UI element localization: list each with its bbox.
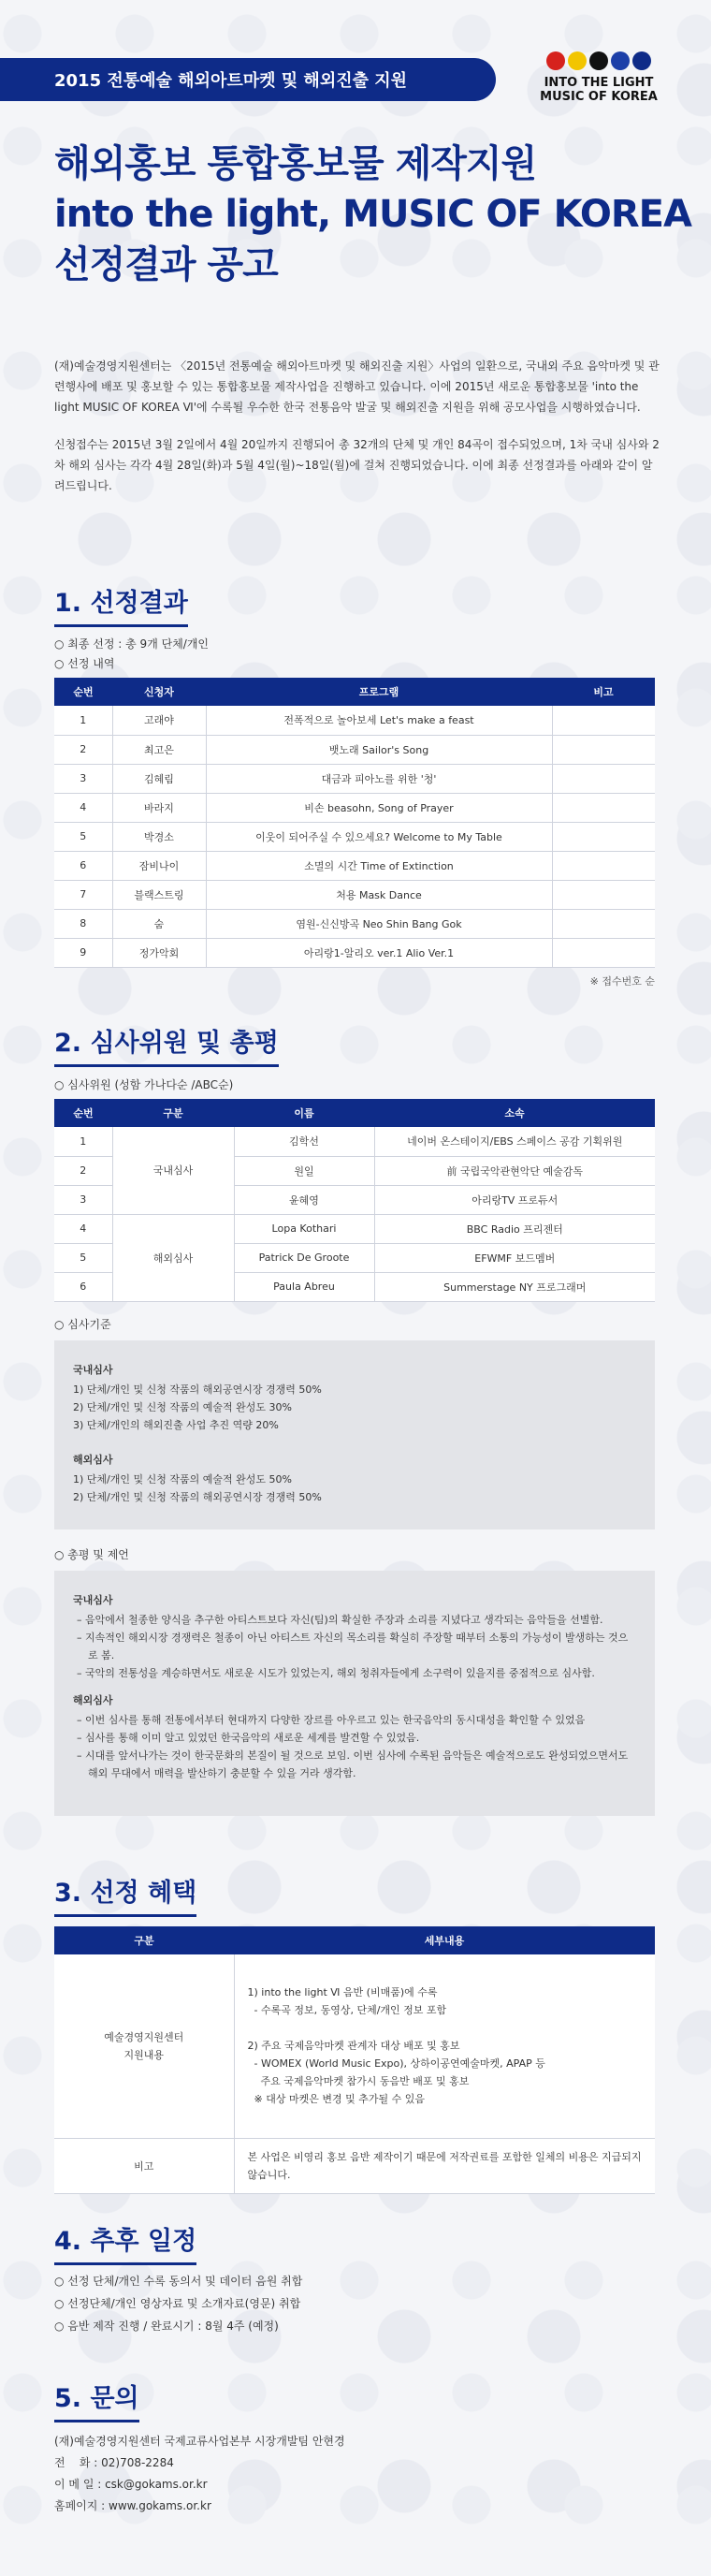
benefit-line: 주요 국제음악마켓 참가시 동음반 배포 및 홍보 — [247, 2075, 470, 2088]
contact-info — [54, 2431, 345, 2517]
cell: Lopa Kothari — [234, 1214, 374, 1243]
cell: BBC Radio 프리젠터 — [374, 1214, 655, 1243]
cell: 아리랑TV 프로듀서 — [374, 1185, 655, 1214]
table-header-row — [54, 1926, 655, 1954]
cell: Summerstage NY 프로그래머 — [374, 1272, 655, 1301]
contact-homepage[interactable]: 홈페이지 : www.gokams.or.kr — [54, 2499, 211, 2512]
schedule-item: ○ 음반 제작 진행 / 완료시기 : 8월 4주 (예정) — [54, 2318, 279, 2334]
cell — [552, 880, 655, 909]
table-row — [54, 851, 655, 880]
cell: 아리랑1-알리오 ver.1 Alio Ver.1 — [206, 938, 552, 967]
cell: 윤혜영 — [234, 1185, 374, 1214]
benefit-label-line-1: 예술경영지원센터 — [104, 2030, 184, 2043]
cell: 염원-신신방곡 Neo Shin Bang Gok — [206, 909, 552, 938]
section-1-bullet-1: ○ 최종 선정 : 총 9개 단체/개인 — [54, 636, 209, 651]
remark-text: 본 사업은 비영리 홍보 음반 제작이기 때문에 저작권료를 포함한 일체의 비용은 지급되지 않습니다. — [234, 2138, 655, 2193]
cell — [552, 909, 655, 938]
benefit-line: 1) into the light Ⅵ 음반 (비매품)에 수록 — [247, 1986, 438, 1999]
cell — [552, 938, 655, 967]
cell — [552, 764, 655, 793]
cell: 4 — [54, 1214, 112, 1243]
cell: 블랙스트링 — [112, 880, 206, 909]
cell: 잠비나이 — [112, 851, 206, 880]
benefit-line: 2) 주요 국제음악마켓 관계자 대상 배포 및 홍보 — [247, 2040, 460, 2053]
cell: 박경소 — [112, 822, 206, 851]
criteria-line: 3) 단체/개인의 해외진출 사업 추진 역량 20% — [73, 1419, 279, 1431]
logo-text-2: MUSIC OF KOREA — [540, 90, 658, 104]
selection-table — [54, 678, 655, 968]
cell: EFWMF 보드멤버 — [374, 1243, 655, 1272]
section-2-title: 2. 심사위원 및 총평 — [54, 1022, 279, 1067]
cell — [552, 822, 655, 851]
logo-dots — [529, 51, 669, 70]
logo-text-1: INTO THE LIGHT — [544, 76, 654, 90]
column-header: 구분 — [54, 1926, 234, 1954]
benefit-line: - WOMEX (World Music Expo), 상하이공연예술마켓, APAP 등 — [247, 2057, 545, 2071]
cell — [552, 735, 655, 764]
benefit-label — [54, 1954, 234, 2138]
column-header: 순번 — [54, 678, 112, 706]
cell: 처용 Mask Dance — [206, 880, 552, 909]
benefit-details — [234, 1954, 655, 2138]
logo-dot-navy — [632, 51, 651, 70]
table-header-row — [54, 1099, 655, 1127]
cell: 김혜림 — [112, 764, 206, 793]
cell: 바라지 — [112, 793, 206, 822]
cell: 1 — [54, 1127, 112, 1156]
cell: 비손 beasohn, Song of Prayer — [206, 793, 552, 822]
remark-label: 비고 — [54, 2138, 234, 2193]
review-domestic-title: 국내심사 — [73, 1594, 113, 1606]
title-line-3: 선정결과 공고 — [54, 243, 278, 286]
cell: 3 — [54, 1185, 112, 1214]
cell — [552, 851, 655, 880]
table-row — [54, 1214, 655, 1243]
title-line-1: 해외홍보 통합홍보물 제작지원 — [54, 142, 537, 185]
cell: 원일 — [234, 1156, 374, 1185]
column-header: 세부내용 — [234, 1926, 655, 1954]
section-5-title: 5. 문의 — [54, 2378, 139, 2422]
cell: 5 — [54, 822, 112, 851]
review-item: – 음악에서 철종한 양식을 추구한 아티스트보다 자신(팀)의 확실한 주장과 소리를 지녔다고 생각되는 음악들을 선별함. — [73, 1611, 636, 1629]
cell: 7 — [54, 880, 112, 909]
table-row — [54, 938, 655, 967]
table-header-row — [54, 678, 655, 706]
cell: 8 — [54, 909, 112, 938]
column-header: 프로그램 — [206, 678, 552, 706]
review-item: – 시대를 앞서나가는 것이 한국문화의 본질이 될 것으로 보임. 이번 심사에 수록된 음악들은 예술적으로도 완성되었으면서도 해외 무대에서 매력을 발산하기 충분할 수 있을 거라 생각함. — [73, 1747, 636, 1782]
cell: 대금과 피아노를 위한 '청' — [206, 764, 552, 793]
benefit-line — [248, 2019, 643, 2037]
table-row — [54, 822, 655, 851]
cell — [552, 793, 655, 822]
section-1-title: 1. 선정결과 — [54, 582, 188, 627]
intro-paragraph-2: 신청접수는 2015년 3월 2일에서 4월 20일까지 진행되어 총 32개의 단체 및 개인 84곡이 접수되었으며, 1차 국내 심사와 2차 해외 심사는 각각 4월 28일(화)과 5월 4일(월)~18일(월)에 걸쳐 진행되었습니다. 이에 최종 선정결과를 아래와 같이 알려드립니다. — [54, 438, 660, 492]
page-title — [54, 139, 691, 290]
table-row — [54, 735, 655, 764]
table-row — [54, 1127, 655, 1156]
table-row — [54, 793, 655, 822]
column-header: 비고 — [552, 678, 655, 706]
judges-table — [54, 1099, 655, 1302]
section-2-bullet-3: ○ 총평 및 제언 — [54, 1546, 129, 1562]
cell: 5 — [54, 1243, 112, 1272]
group-domestic: 국내심사 — [112, 1127, 234, 1214]
cell: 네이버 온스테이지/EBS 스페이스 공감 기획위원 — [374, 1127, 655, 1156]
cell: 숨 — [112, 909, 206, 938]
table-row — [54, 706, 655, 735]
group-overseas: 해외심사 — [112, 1214, 234, 1301]
header-banner — [0, 58, 496, 101]
cell: 소멸의 시간 Time of Extinction — [206, 851, 552, 880]
header-title: 2015 전통예술 해외아트마켓 및 해외진출 지원 — [54, 71, 408, 91]
cell: 9 — [54, 938, 112, 967]
cell: 3 — [54, 764, 112, 793]
schedule-item: ○ 선정단체/개인 영상자료 및 소개자료(영문) 취합 — [54, 2295, 300, 2311]
benefit-line: - 수록곡 정보, 동영상, 단체/개인 정보 포함 — [247, 2004, 447, 2017]
cell: 2 — [54, 735, 112, 764]
column-header: 순번 — [54, 1099, 112, 1127]
table-row — [54, 880, 655, 909]
section-1-bullet-2: ○ 선정 내역 — [54, 655, 114, 671]
review-overseas-title: 해외심사 — [73, 1694, 113, 1706]
criteria-line: 2) 단체/개인 및 신청 작품의 해외공연시장 경쟁력 50% — [73, 1491, 322, 1503]
criteria-line: 2) 단체/개인 및 신청 작품의 예술적 완성도 30% — [73, 1401, 292, 1413]
criteria-domestic-title: 국내심사 — [73, 1364, 113, 1376]
cell: 4 — [54, 793, 112, 822]
cell — [552, 706, 655, 735]
section-4-title: 4. 추후 일정 — [54, 2220, 196, 2265]
table-row — [54, 909, 655, 938]
contact-phone: 전 화 : 02)708-2284 — [54, 2456, 174, 2469]
cell: 1 — [54, 706, 112, 735]
review-item: – 국악의 전통성을 계승하면서도 새로운 시도가 있었는지, 해외 청취자들에게 소구력이 있을지를 중점적으로 심사함. — [73, 1664, 636, 1682]
cell: 이웃이 되어주실 수 있으세요? Welcome to My Table — [206, 822, 552, 851]
criteria-line: 1) 단체/개인 및 신청 작품의 해외공연시장 경쟁력 50% — [73, 1383, 322, 1396]
cell: Patrick De Groote — [234, 1243, 374, 1272]
table-row — [54, 764, 655, 793]
cell: 전폭적으로 놀아보세 Let's make a feast — [206, 706, 552, 735]
table-row — [54, 2138, 655, 2193]
column-header: 신청자 — [112, 678, 206, 706]
section-2-bullet-2: ○ 심사기준 — [54, 1316, 111, 1332]
cell: Paula Abreu — [234, 1272, 374, 1301]
benefit-label-line-2: 지원내용 — [123, 2048, 164, 2061]
cell: 최고은 — [112, 735, 206, 764]
cell: 6 — [54, 851, 112, 880]
intro-text — [54, 356, 662, 513]
title-line-2: into the light, MUSIC OF KOREA — [54, 193, 691, 236]
schedule-item: ○ 선정 단체/개인 수록 동의서 및 데이터 음원 취합 — [54, 2273, 302, 2289]
into-the-light-logo — [529, 51, 669, 104]
cell: 고래야 — [112, 706, 206, 735]
logo-dot-red — [546, 51, 565, 70]
review-item: – 이번 심사를 통해 전통에서부터 현대까지 다양한 장르를 아우르고 있는 한국음악의 동시대성을 확인할 수 있었음 — [73, 1711, 636, 1729]
criteria-overseas-title: 해외심사 — [73, 1454, 113, 1466]
benefit-line: ※ 대상 마켓은 변경 및 추가될 수 있음 — [247, 2093, 425, 2106]
cell: 2 — [54, 1156, 112, 1185]
logo-dot-blue — [611, 51, 630, 70]
section-3-title: 3. 선정 혜택 — [54, 1872, 196, 1917]
benefits-table — [54, 1926, 655, 2194]
intro-paragraph-1: (재)예술경영지원센터는 〈2015년 전통예술 해외아트마켓 및 해외진출 지원〉사업의 일환으로, 국내외 주요 음악마켓 및 관련행사에 배포 및 홍보할 수 있는 통합홍보물 제작사업을 진행하고 있습니다. 이에 2015년 새로운 통합홍보물 'into the light MUSIC OF KOREA Ⅵ'에 수록될 우수한 한국 전통음악 발굴 및 해외진출 지원을 위해 공모사업을 시행하였습니다. — [54, 359, 660, 414]
cell: 김학선 — [234, 1127, 374, 1156]
section-2-bullet-1: ○ 심사위원 (성함 가나다순 /ABC순) — [54, 1076, 233, 1092]
column-header: 소속 — [374, 1099, 655, 1127]
contact-team: (재)예술경영지원센터 국제교류사업본부 시장개발팀 안현경 — [54, 2435, 345, 2448]
cell: 뱃노래 Sailor's Song — [206, 735, 552, 764]
cell: 6 — [54, 1272, 112, 1301]
order-note: ※ 접수번호 순 — [589, 975, 655, 988]
cell: 정가악회 — [112, 938, 206, 967]
cell: 前 국립국악관현악단 예술감독 — [374, 1156, 655, 1185]
column-header: 구분 — [112, 1099, 234, 1127]
logo-dot-black — [589, 51, 608, 70]
logo-dot-yellow — [568, 51, 587, 70]
review-box — [54, 1571, 655, 1816]
column-header: 이름 — [234, 1099, 374, 1127]
criteria-line: 1) 단체/개인 및 신청 작품의 예술적 완성도 50% — [73, 1473, 292, 1486]
contact-email[interactable]: 이 메 일 : csk@gokams.or.kr — [54, 2478, 208, 2491]
review-item: – 지속적인 해외시장 경쟁력은 철종이 아닌 아티스트 자신의 목소리를 확실히 주장할 때부터 소통의 가능성이 발생하는 것으로 봄. — [73, 1629, 636, 1664]
table-row — [54, 1954, 655, 2138]
criteria-box — [54, 1340, 655, 1530]
review-item: – 심사를 통해 이미 알고 있었던 한국음악의 새로운 세계를 발견할 수 있었음. — [73, 1729, 636, 1747]
